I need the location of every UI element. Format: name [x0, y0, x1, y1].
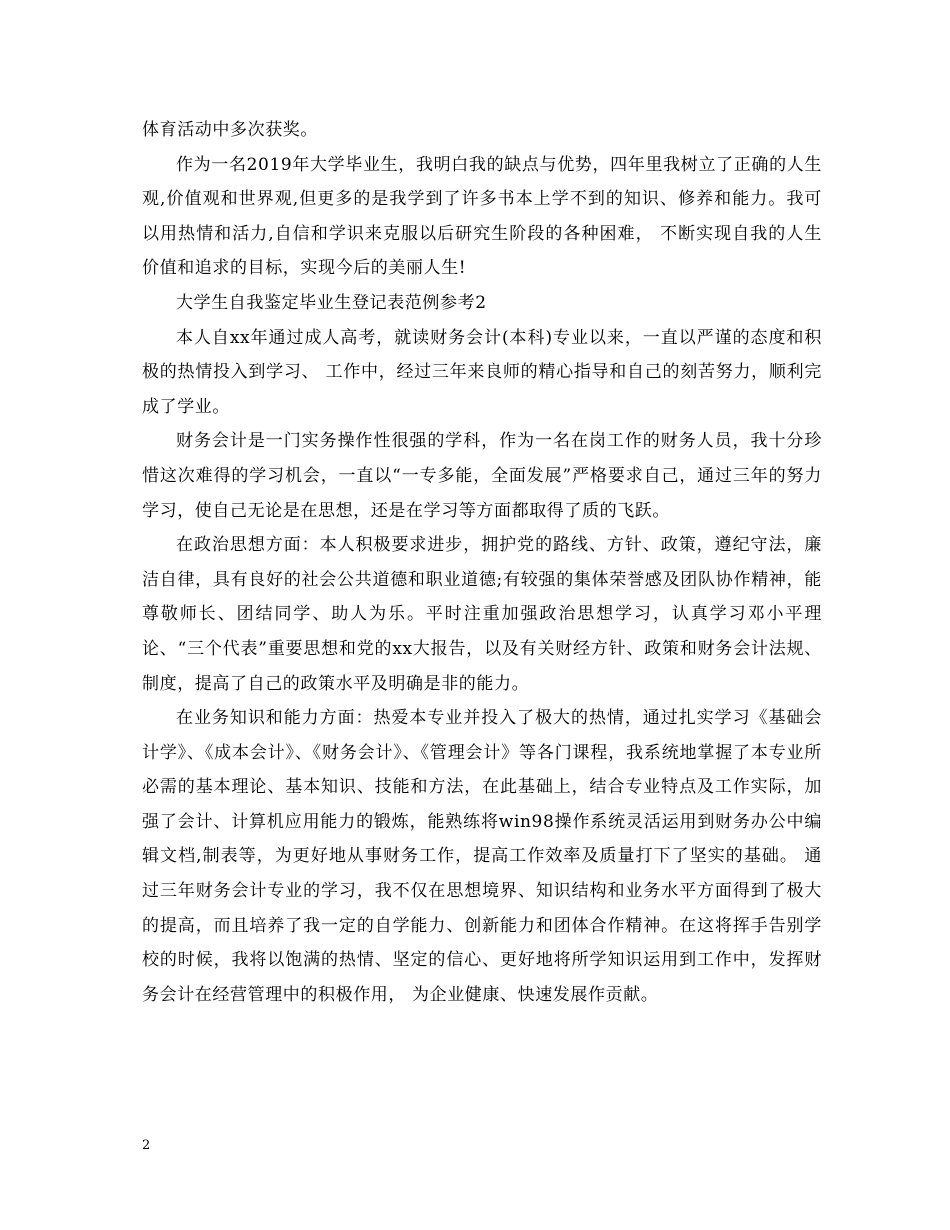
paragraph-graduate-summary: 作为一名2019年大学毕业生，我明白我的缺点与优势，四年里我树立了正确的人生观,价值观和世界观,但更多的是我学到了许多书本上学不到的知识、修养和能力。我可以用热情和活力,自信和学识来克服以后研究生阶段的各种困难， 不断实现自我的人生价值和追求的目标，实现今后的美丽人生! — [142, 154, 822, 279]
paragraph-accounting-study: 财务会计是一门实务操作性很强的学科，作为一名在岗工作的财务人员，我十分珍惜这次难得的学习机会，一直以“一专多能，全面发展”严格要求自己，通过三年的努力学习，使自己无论是在思想，还是在学习等方面都取得了质的飞跃。 — [142, 431, 822, 521]
paragraph-professional-ability: 在业务知识和能力方面：热爱本专业并投入了极大的热情，通过扎实学习《基础会计学》、《成本会计》、《财务会计》、《管理会计》等各门课程，我系统地掌握了本专业所必需的基本理论、基本知识、技能和方法，在此基础上，结合专业特点及工作实际，加强了会计、计算机应用能力的锻炼，能熟练将win98操作系统灵活运用到财务办公中编辑文档,制表等，为更好地从事财务工作，提高工作效率及质量打下了坚实的基础。 通过三年财务会计专业的学习，我不仅在思想境界、知识结构和业务水平方面得到了极大的提高，而且培养了我一定的自学能力、创新能力和团体合作精神。在这将挥手告别学校的时候，我将以饱满的热情、坚定的信心、更好地将所学知识运用到工作中，发挥财务会计在经营管理中的积极作用， 为企业健康、快速发展作贡献。 — [142, 708, 822, 1005]
paragraph-political-thought: 在政治思想方面：本人积极要求进步，拥护党的路线、方针、政策，遵纪守法，廉洁自律，具有良好的社会公共道德和职业道德;有较强的集体荣誉感及团队协作精神，能尊敬师长、团结同学、助人为乐。平时注重加强政治思想学习，认真学习邓小平理论、“三个代表”重要思想和党的xx大报告，以及有关财经方针、政策和财务会计法规、制度，提高了自己的政策水平及明确是非的能力。 — [142, 535, 822, 694]
paragraph-intro: 本人自xx年通过成人高考，就读财务会计(本科)专业以来，一直以严谨的态度和积极的热情投入到学习、 工作中，经过三年来良师的精心指导和自己的刻苦努力，顺利完成了学业。 — [142, 327, 822, 417]
section-heading: 大学生自我鉴定毕业生登记表范例参考2 — [176, 292, 487, 313]
paragraph-continuation: 体育活动中多次获奖。 — [142, 120, 318, 140]
document-body — [142, 113, 822, 1012]
page-number: 2 — [142, 1138, 151, 1153]
